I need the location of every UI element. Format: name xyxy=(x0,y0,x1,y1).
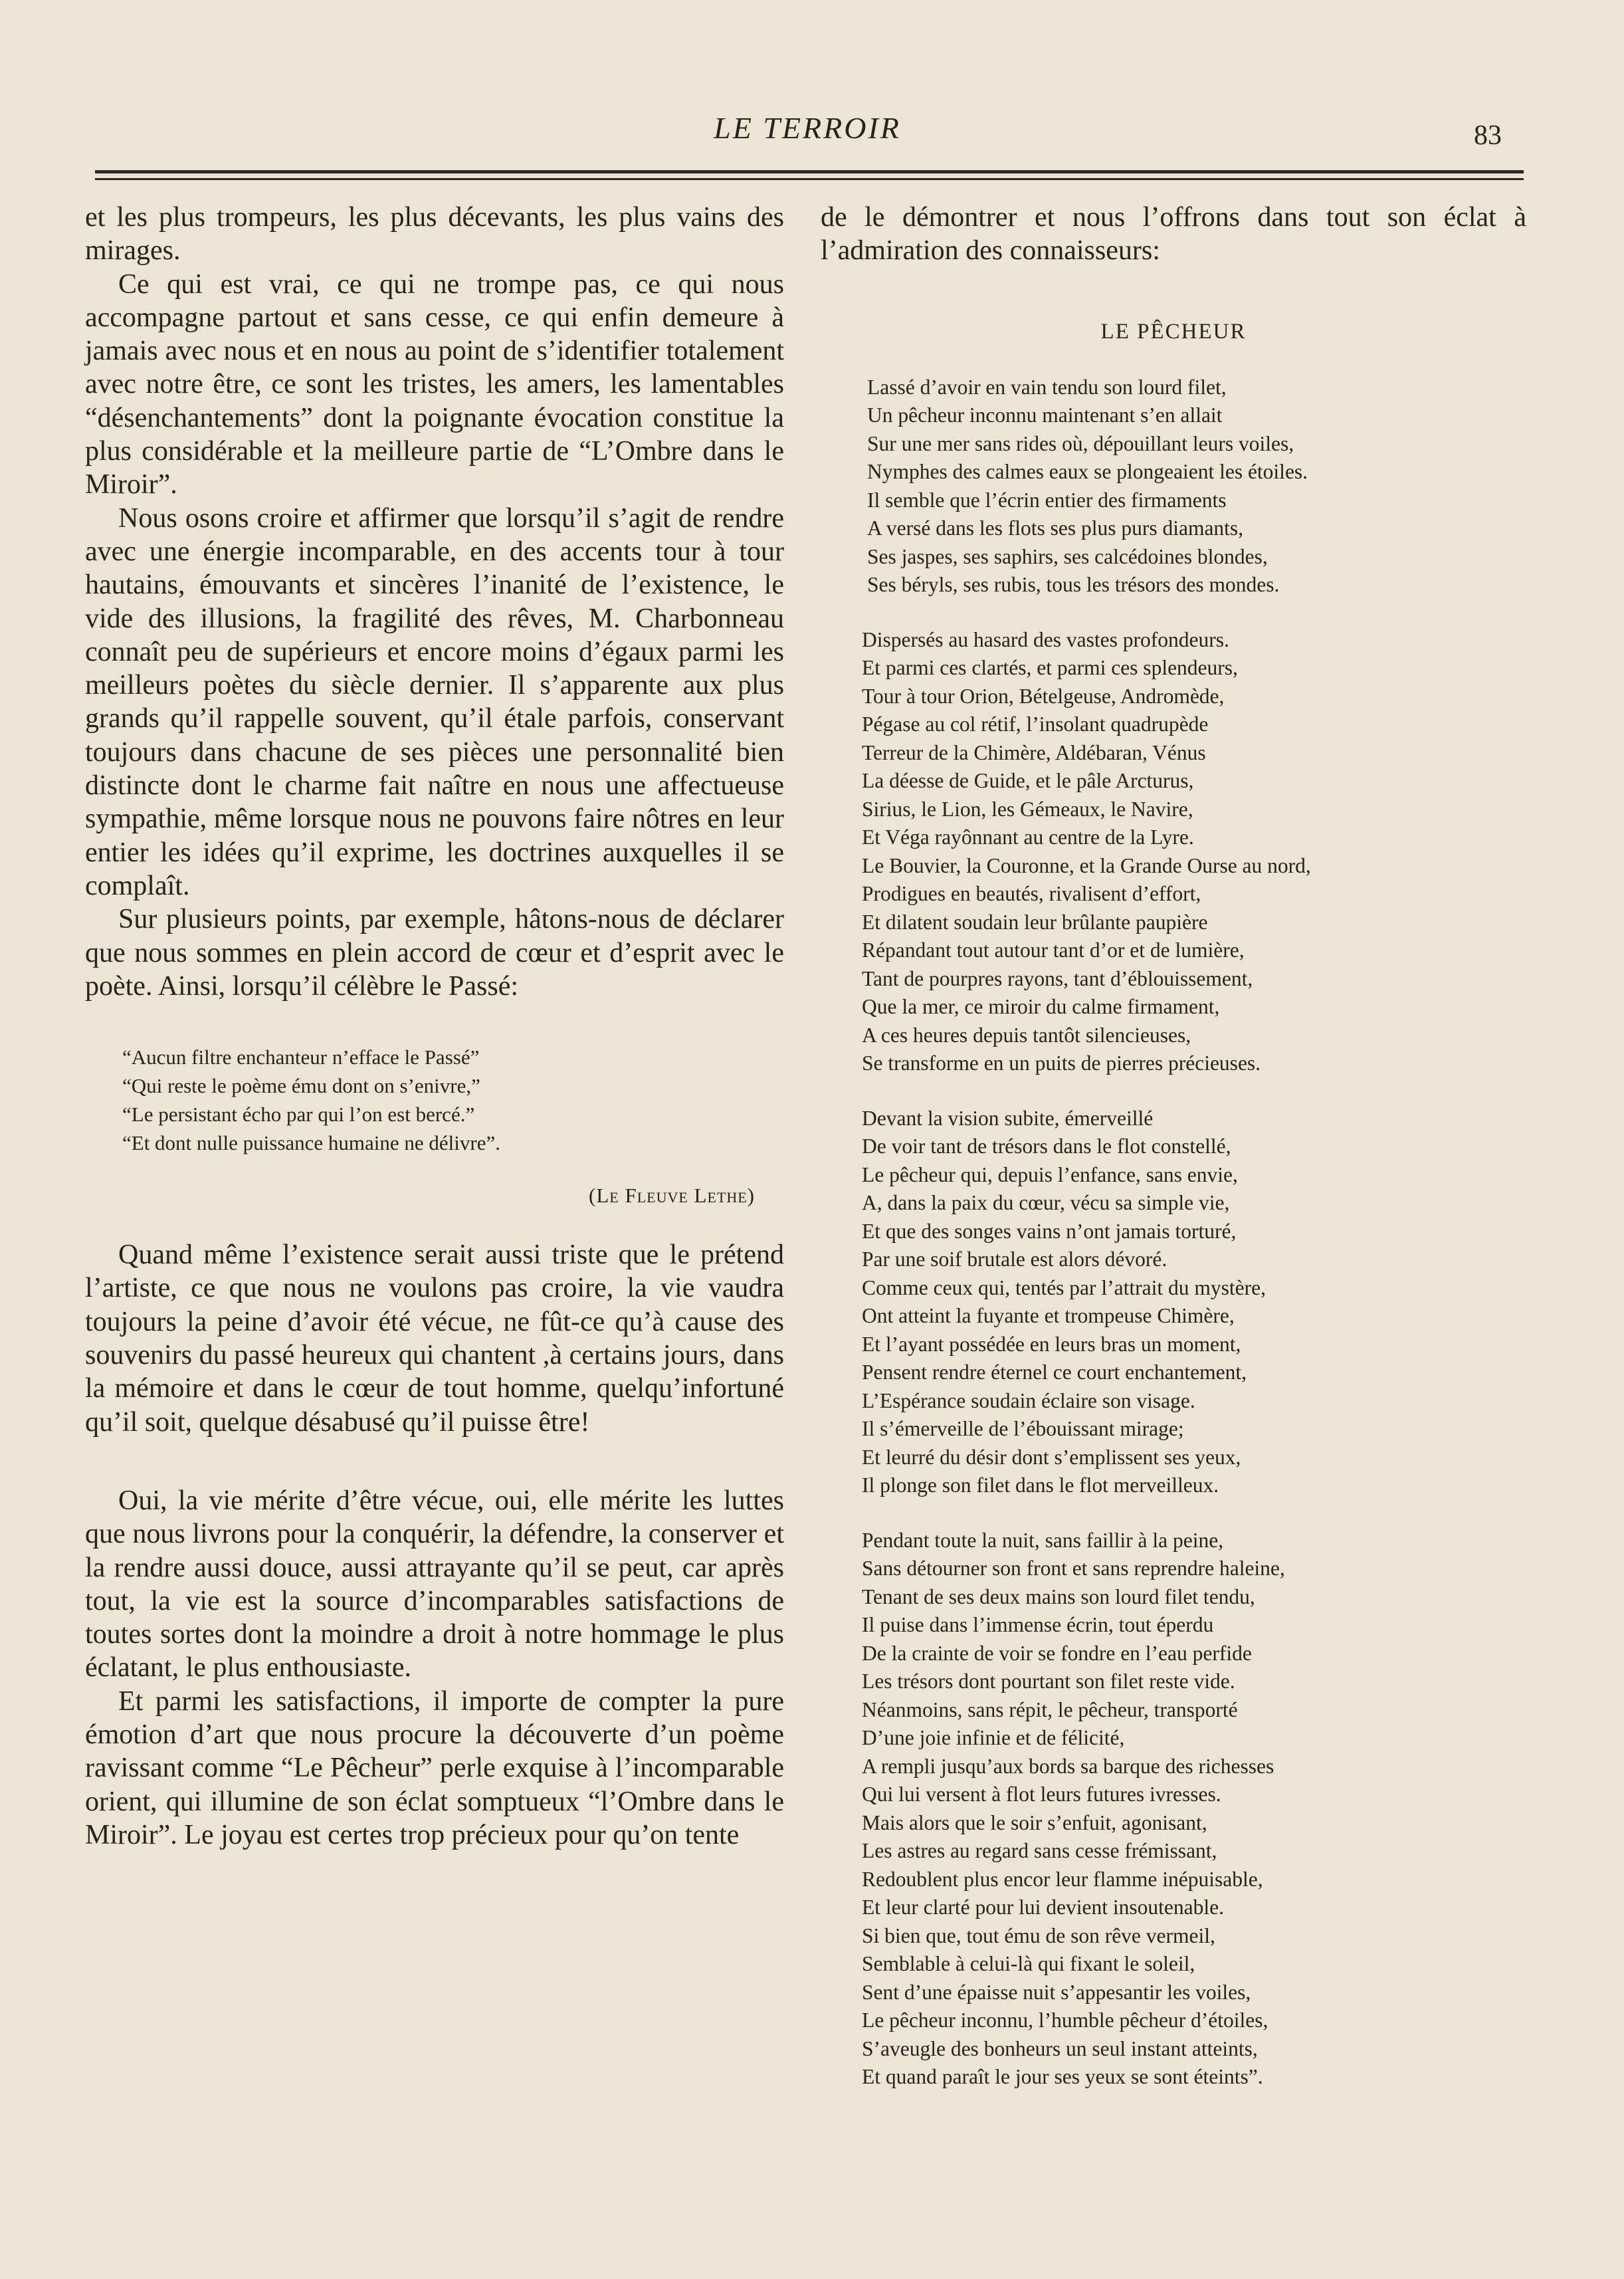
verse-line: Tant de pourpres rayons, tant d’éblouissement, xyxy=(862,966,1253,990)
verse-line: Par une soif brutale est alors dévoré. xyxy=(862,1248,1167,1271)
verse-line: L’Espérance soudain éclaire son visage. xyxy=(862,1388,1195,1412)
block-quote xyxy=(122,1043,784,1157)
verse-line: Tenant de ses deux mains son lourd filet tendu, xyxy=(862,1584,1255,1608)
verse-line: Semblable à celui-là qui fixant le soleil, xyxy=(862,1952,1195,1976)
verse-line: Redoublent plus encor leur flamme inépuisable, xyxy=(862,1867,1263,1891)
paragraph: Ce qui est vrai, ce qui ne trompe pas, ce qui nous accompagne partout et sans cesse, ce qui enfin demeure à jamais avec nous et en nous au point de s’identifier totalement avec notre être, ce sont les tristes, les amers, les lamentables “désenchantements” dont la poignante évocation constitue la plus considérable et la meilleure partie de “L’Ombre dans le Miroir”. xyxy=(85,269,784,500)
paragraph: Et parmi les satisfactions, il importe de compter la pure émotion d’art que nous procure la découverte d’un poème ravissant comme “Le Pêcheur” perle exquise à l’incomparable orient, qui illumine de son éclat somptueux “l’Ombre dans le Miroir”. Le joyau est certes trop précieux pour qu’on tente xyxy=(85,1685,784,1850)
verse-line: A, dans la paix du cœur, vécu sa simple vie, xyxy=(862,1191,1230,1215)
verse-line: Et l’ayant possédée en leurs bras un moment, xyxy=(862,1332,1241,1356)
verse-line: D’une joie infinie et de félicité, xyxy=(862,1726,1125,1750)
verse-line: Et parmi ces clartés, et parmi ces splendeurs, xyxy=(862,656,1238,680)
stanza xyxy=(862,626,1526,1078)
verse-line: Il plonge son filet dans le flot merveilleux. xyxy=(862,1473,1219,1497)
verse-line: La déesse de Guide, et le pâle Arcturus, xyxy=(862,769,1194,793)
stanza xyxy=(867,374,1526,599)
paragraph: Sur plusieurs points, par exemple, hâtons-nous de déclarer que nous sommes en plein accord de cœur et d’esprit avec le poète. Ainsi, lorsqu’il célèbre le Passé: xyxy=(85,904,784,1002)
verse-line: Sur une mer sans rides où, dépouillant leurs voiles, xyxy=(867,431,1294,455)
verse-line: Pensent rendre éternel ce court enchantement, xyxy=(862,1360,1247,1384)
verse-line: Le Bouvier, la Couronne, et la Grande Ourse au nord, xyxy=(862,853,1311,877)
verse-line: Si bien que, tout ému de son rêve vermeil, xyxy=(862,1923,1215,1947)
header-rule xyxy=(95,178,1524,180)
verse-line: De la crainte de voir se fondre en l’eau perfide xyxy=(862,1641,1252,1665)
verse-line: Il puise dans l’immense écrin, tout éperdu xyxy=(862,1613,1214,1637)
verse-line: Devant la vision subite, émerveillé xyxy=(862,1106,1154,1130)
verse-line: Et leur clarté pour lui devient insoutenable. xyxy=(862,1896,1224,1919)
paragraph: Nous osons croire et affirmer que lorsqu’il s’agit de rendre avec une énergie incomparable, en des accents tour à tour hautains, émouvants et sincères l’inanité de l’existence, le vide des illusions, la fragilité des rêves, M. Charbonneau connaît peu de supérieurs et encore moins d’égaux parmi les meilleurs poètes du siècle dernier. Il s’apparente aux plus grands qu’il rappelle souvent, qu’il étale parfois, conservant toujours dans chacune de ses pièces une personnalité bien distincte dont le charme fait naître en nous une affectueuse sympathie, même lorsque nous ne pouvons faire nôtres en leur entier les idées qu’il exprime, les doctrines auxquelles il se complaît. xyxy=(85,502,784,901)
verse-line: Il s’émerveille de l’ébouissant mirage; xyxy=(862,1417,1184,1441)
verse-line: Et dilatent soudain leur brûlante paupière xyxy=(862,910,1208,934)
verse-line: Un pêcheur inconnu maintenant s’en allait xyxy=(867,403,1223,427)
quote-source xyxy=(85,1184,755,1208)
verse-line: S’aveugle des bonheurs un seul instant atteints, xyxy=(862,2036,1258,2060)
right-column xyxy=(821,201,1526,2092)
verse-line: Tour à tour Orion, Bételgeuse, Andromède, xyxy=(862,684,1225,708)
verse-line: Ses béryls, ses rubis, tous les trésors des mondes. xyxy=(867,573,1280,597)
paragraph-group xyxy=(85,1238,784,1439)
paragraph: et les plus trompeurs, les plus décevants, les plus vains des mirages. xyxy=(85,202,784,267)
verse-line: Ont atteint la fuyante et trompeuse Chimère, xyxy=(862,1304,1235,1328)
verse-line: Il semble que l’écrin entier des firmaments xyxy=(867,488,1227,512)
verse-line: Que la mer, ce miroir du calme firmament, xyxy=(862,995,1220,1019)
verse-line: Ses jaspes, ses saphirs, ses calcédoines blondes, xyxy=(867,544,1268,568)
quote-source-text: (Le Fleuve Lethe) xyxy=(589,1184,755,1208)
verse-line: A ces heures depuis tantôt silencieuses, xyxy=(862,1023,1191,1047)
verse-line: A versé dans les flots ses plus purs diamants, xyxy=(867,516,1244,540)
verse-line: Sent d’une épaisse nuit s’appesantir les voiles, xyxy=(862,1980,1251,2004)
intro-text: de le démontrer et nous l’offrons dans tout son éclat à l’admiration des connaisseurs: xyxy=(821,202,1526,267)
verse-line: Le pêcheur qui, depuis l’enfance, sans envie, xyxy=(862,1162,1238,1186)
paragraph: Quand même l’existence serait aussi triste que le prétend l’artiste, ce que nous ne voulons pas croire, la vie vaudra toujours la peine d’avoir été vécue, ne fût-ce qu’à cause des souvenirs du passé heureux qui chantent ,à certains jours, dans la mémoire et dans le cœur de tout homme, quelqu’infortuné qu’il soit, quelque désabusé qu’il puisse être! xyxy=(85,1240,784,1438)
quote-line: “Aucun filtre enchanteur n’efface le Passé” xyxy=(122,1045,480,1069)
verse-line: Les astres au regard sans cesse frémissant, xyxy=(862,1839,1217,1863)
verse-line: Dispersés au hasard des vastes profondeurs. xyxy=(862,627,1229,651)
paragraph: Oui, la vie mérite d’être vécue, oui, elle mérite les luttes que nous livrons pour la conquérir, la défendre, la conserver et la rendre aussi douce, aussi attrayante qu’il se peut, car après tout, la vie est la source d’incomparables satisfactions de toutes sortes dont la moindre a droit à notre hommage le plus éclatant, le plus enthousiaste. xyxy=(85,1485,784,1683)
verse-line: Et quand paraît le jour ses yeux se sont éteints”. xyxy=(862,2065,1263,2089)
poem xyxy=(821,374,1526,2092)
left-column xyxy=(85,201,784,1852)
verse-line: De voir tant de trésors dans le flot constellé, xyxy=(862,1135,1231,1158)
verse-line: Sirius, le Lion, les Gémeaux, le Navire, xyxy=(862,797,1193,821)
verse-line: Mais alors que le soir s’enfuit, agonisant, xyxy=(862,1810,1207,1834)
verse-line: Comme ceux qui, tentés par l’attrait du mystère, xyxy=(862,1275,1266,1299)
verse-line: Sans détourner son front et sans reprendre haleine, xyxy=(862,1557,1285,1580)
quote-line: “Et dont nulle puissance humaine ne délivre”. xyxy=(122,1131,501,1155)
verse-line: Se transforme en un puits de pierres précieuses. xyxy=(862,1051,1261,1075)
paragraph-group xyxy=(85,201,784,1003)
running-header-title: LE TERROIR xyxy=(714,111,901,145)
page-number: 83 xyxy=(1474,120,1502,151)
verse-line: Nymphes des calmes eaux se plongeaient les étoiles. xyxy=(867,460,1308,484)
intro-paragraph xyxy=(821,201,1526,268)
verse-line: Néanmoins, sans répit, le pêcheur, transporté xyxy=(862,1697,1238,1721)
verse-line: Et Véga rayônnant au centre de la Lyre. xyxy=(862,825,1194,849)
verse-line: Et que des songes vains n’ont jamais torturé, xyxy=(862,1219,1237,1243)
verse-line: Les trésors dont pourtant son filet reste vide. xyxy=(862,1670,1235,1693)
verse-line: Pendant toute la nuit, sans faillir à la peine, xyxy=(862,1528,1224,1552)
verse-line: Répandant tout autour tant d’or et de lumière, xyxy=(862,938,1245,962)
stanza xyxy=(862,1527,1526,2092)
verse-line: Qui lui versent à flot leurs futures ivresses. xyxy=(862,1783,1221,1806)
header-rule xyxy=(95,170,1524,173)
verse-line: Le pêcheur inconnu, l’humble pêcheur d’étoiles, xyxy=(862,2008,1269,2032)
verse-line: Lassé d’avoir en vain tendu son lourd filet, xyxy=(867,375,1227,399)
verse-line: A rempli jusqu’aux bords sa barque des richesses xyxy=(862,1754,1274,1778)
poem-title: LE PÊCHEUR xyxy=(1100,319,1247,344)
verse-line: Prodigues en beautés, rivalisent d’effort, xyxy=(862,882,1201,906)
verse-line: Et leurré du désir dont s’emplissent ses yeux, xyxy=(862,1445,1241,1469)
paragraph-group xyxy=(85,1484,784,1852)
verse-line: Pégase au col rétif, l’insolant quadrupède xyxy=(862,712,1209,736)
verse-line: Terreur de la Chimère, Aldébaran, Vénus xyxy=(862,740,1206,764)
quote-line: “Le persistant écho par qui l’on est bercé.” xyxy=(122,1103,475,1127)
stanza xyxy=(862,1105,1526,1500)
quote-line: “Qui reste le poème ému dont on s’enivre,” xyxy=(122,1074,480,1098)
